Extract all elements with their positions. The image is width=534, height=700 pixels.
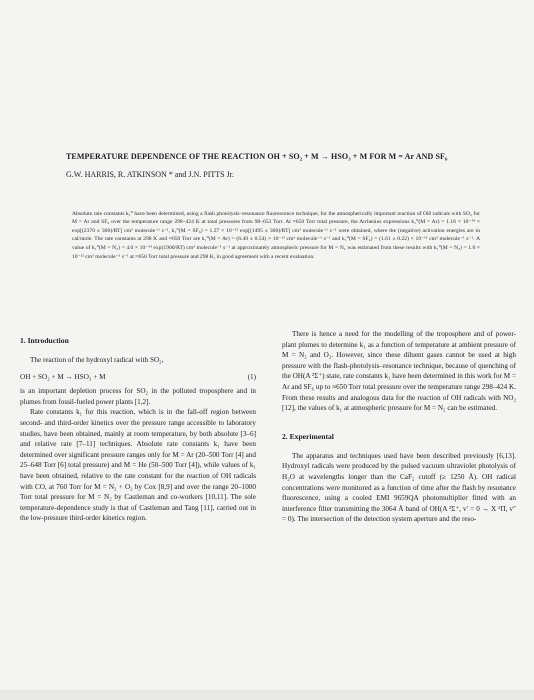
intro-paragraph-1: The reaction of the hydroxyl radical with SO₂, [30,356,164,364]
section-gap [282,414,516,432]
intro-paragraph-3: Rate constants k₁ for this reaction, which is in the fall-off region between second- and third-order kinetics over the pressure range accessible to laboratory studies, have been obtained, mainly at room temperature, by both absolute [3–6] and relative rate [7–11] techniques. Absolute rate constants k₁ have been determined over significant pressure ranges only for M = Ar (20–500 Torr [4] and 25–648 Torr [6] total pressure) and M = He (50–500 Torr [4]), while values of k₁ have been obtained, relative to the rate constant for the reaction of OH radicals with CO, at 760 Torr for M = N₂ + O₂ by Cox [8,9] and over the range 20–1000 Torr total pressure for M = N₂ by Castleman and co-workers [10,11]. The sole temperature-dependence study is that of Castleman and Tang [11], carried out in the low-pressure third-order kinetics region. [20,408,256,523]
right-column [282,329,516,525]
equation-number: (1) [247,372,256,381]
experimental-paragraph-1: The apparatus and techniques used have been described previously [6,13]. Hydroxyl radicals were produced by the pulsed vacuum ultraviolet photolysis of H₂O at wavelengths longer than the CaF₂ cutoff (≥ 1250 Å). OH radical concentrations were monitored as a function of time after the flash by resonance fluorescence, using a cooled EMI 9659QA photomultiplier fitted with an interference filter transmitting the 3064 Å band of OH(A ²Σ⁺, v′ = 0 → X ²Π, v″ = 0). The intersection of the detection system aperture and the reso- [282,451,516,524]
equation-text: OH + SO₂ + M → HSO₃ + M [20,372,106,381]
paper-authors: G.W. HARRIS, R. ATKINSON * and J.N. PITTS Jr. [66,170,234,179]
paper-title: TEMPERATURE DEPENDENCE OF THE REACTION OH + SO₂ + M → HSO₃ + M FOR M = Ar AND SF₆ [66,152,448,161]
intro-paragraph-4: There is hence a need for the modelling of the troposphere and of power-plant plumes to determine k₁ as a function of temperature at ambient pressure of M = N₂ and O₂. However, since these diluent gases cannot be used at high pressure with the flash-photolysis–resonance technique, because of quenching of the OH(A ²Σ⁺) state, rate constants k₁ have been determined in this work for M = Ar and SF₆ up to ≈650 Torr total pressure over the temperature range 298–424 K. From these results and analogous data for the reaction of OH radicals with NO₂ [12], the values of k₁ at atmospheric pressure for M = N₂ can be estimated. [282,330,516,413]
abstract: Absolute rate constants k₁⁰ have been determined, using a flash photolysis–resonance fluorescence technique, for the atmospherically important reaction of OH radicals with SO₂ for M = Ar and SF₆ over the temperature range 298–424 K at total pressures from 98–653 Torr. At ≈650 Torr total pressure, the Arrhenius expressions k₁⁰(M = Ar) = 1.16 × 10⁻¹⁴ × exp[(2370 ± 300)/RT] cm³ molecule⁻¹ s⁻¹, k₁⁰(M = SF₆) = 1.27 × 10⁻¹² exp[(1495 ± 300)/RT] cm³ molecule⁻¹ s⁻¹ were obtained, where the (negative) activation energies are in cal/mole. The rate constants at 298 K and ≈650 Torr are k₁⁰(M = Ar) = (6.49 ± 0.54) × 10⁻¹³ cm³ molecule⁻¹ s⁻¹ and k₁⁰(M = SF₆) = (1.61 ± 0.22) × 10⁻¹² cm³ molecule⁻¹ s⁻¹. A value of k₁⁰(M = N₂) = 4.0 × 10⁻¹⁴ exp(1900/RT) cm³ molecule⁻¹ s⁻¹ at approximately atmospheric pressure for M = N₂ was estimated from these results with k₁⁰(M = N₂) = 1.0 × 10⁻¹² cm³ molecule⁻¹ s⁻¹ at ≈650 Torr total pressure and 298 K, in good agreement with a recent evaluation. [72,210,480,260]
section-heading-experimental: 2. Experimental [282,431,334,441]
intro-paragraph-2: is an important depletion process for SO₂ in the polluted troposphere and in plumes from fossil-fueled power plants [1,2]. [20,387,256,406]
section-heading-introduction: 1. Introduction [20,336,69,345]
page-bottom-edge [0,690,534,700]
reaction-equation [20,372,256,383]
left-column [20,336,256,524]
